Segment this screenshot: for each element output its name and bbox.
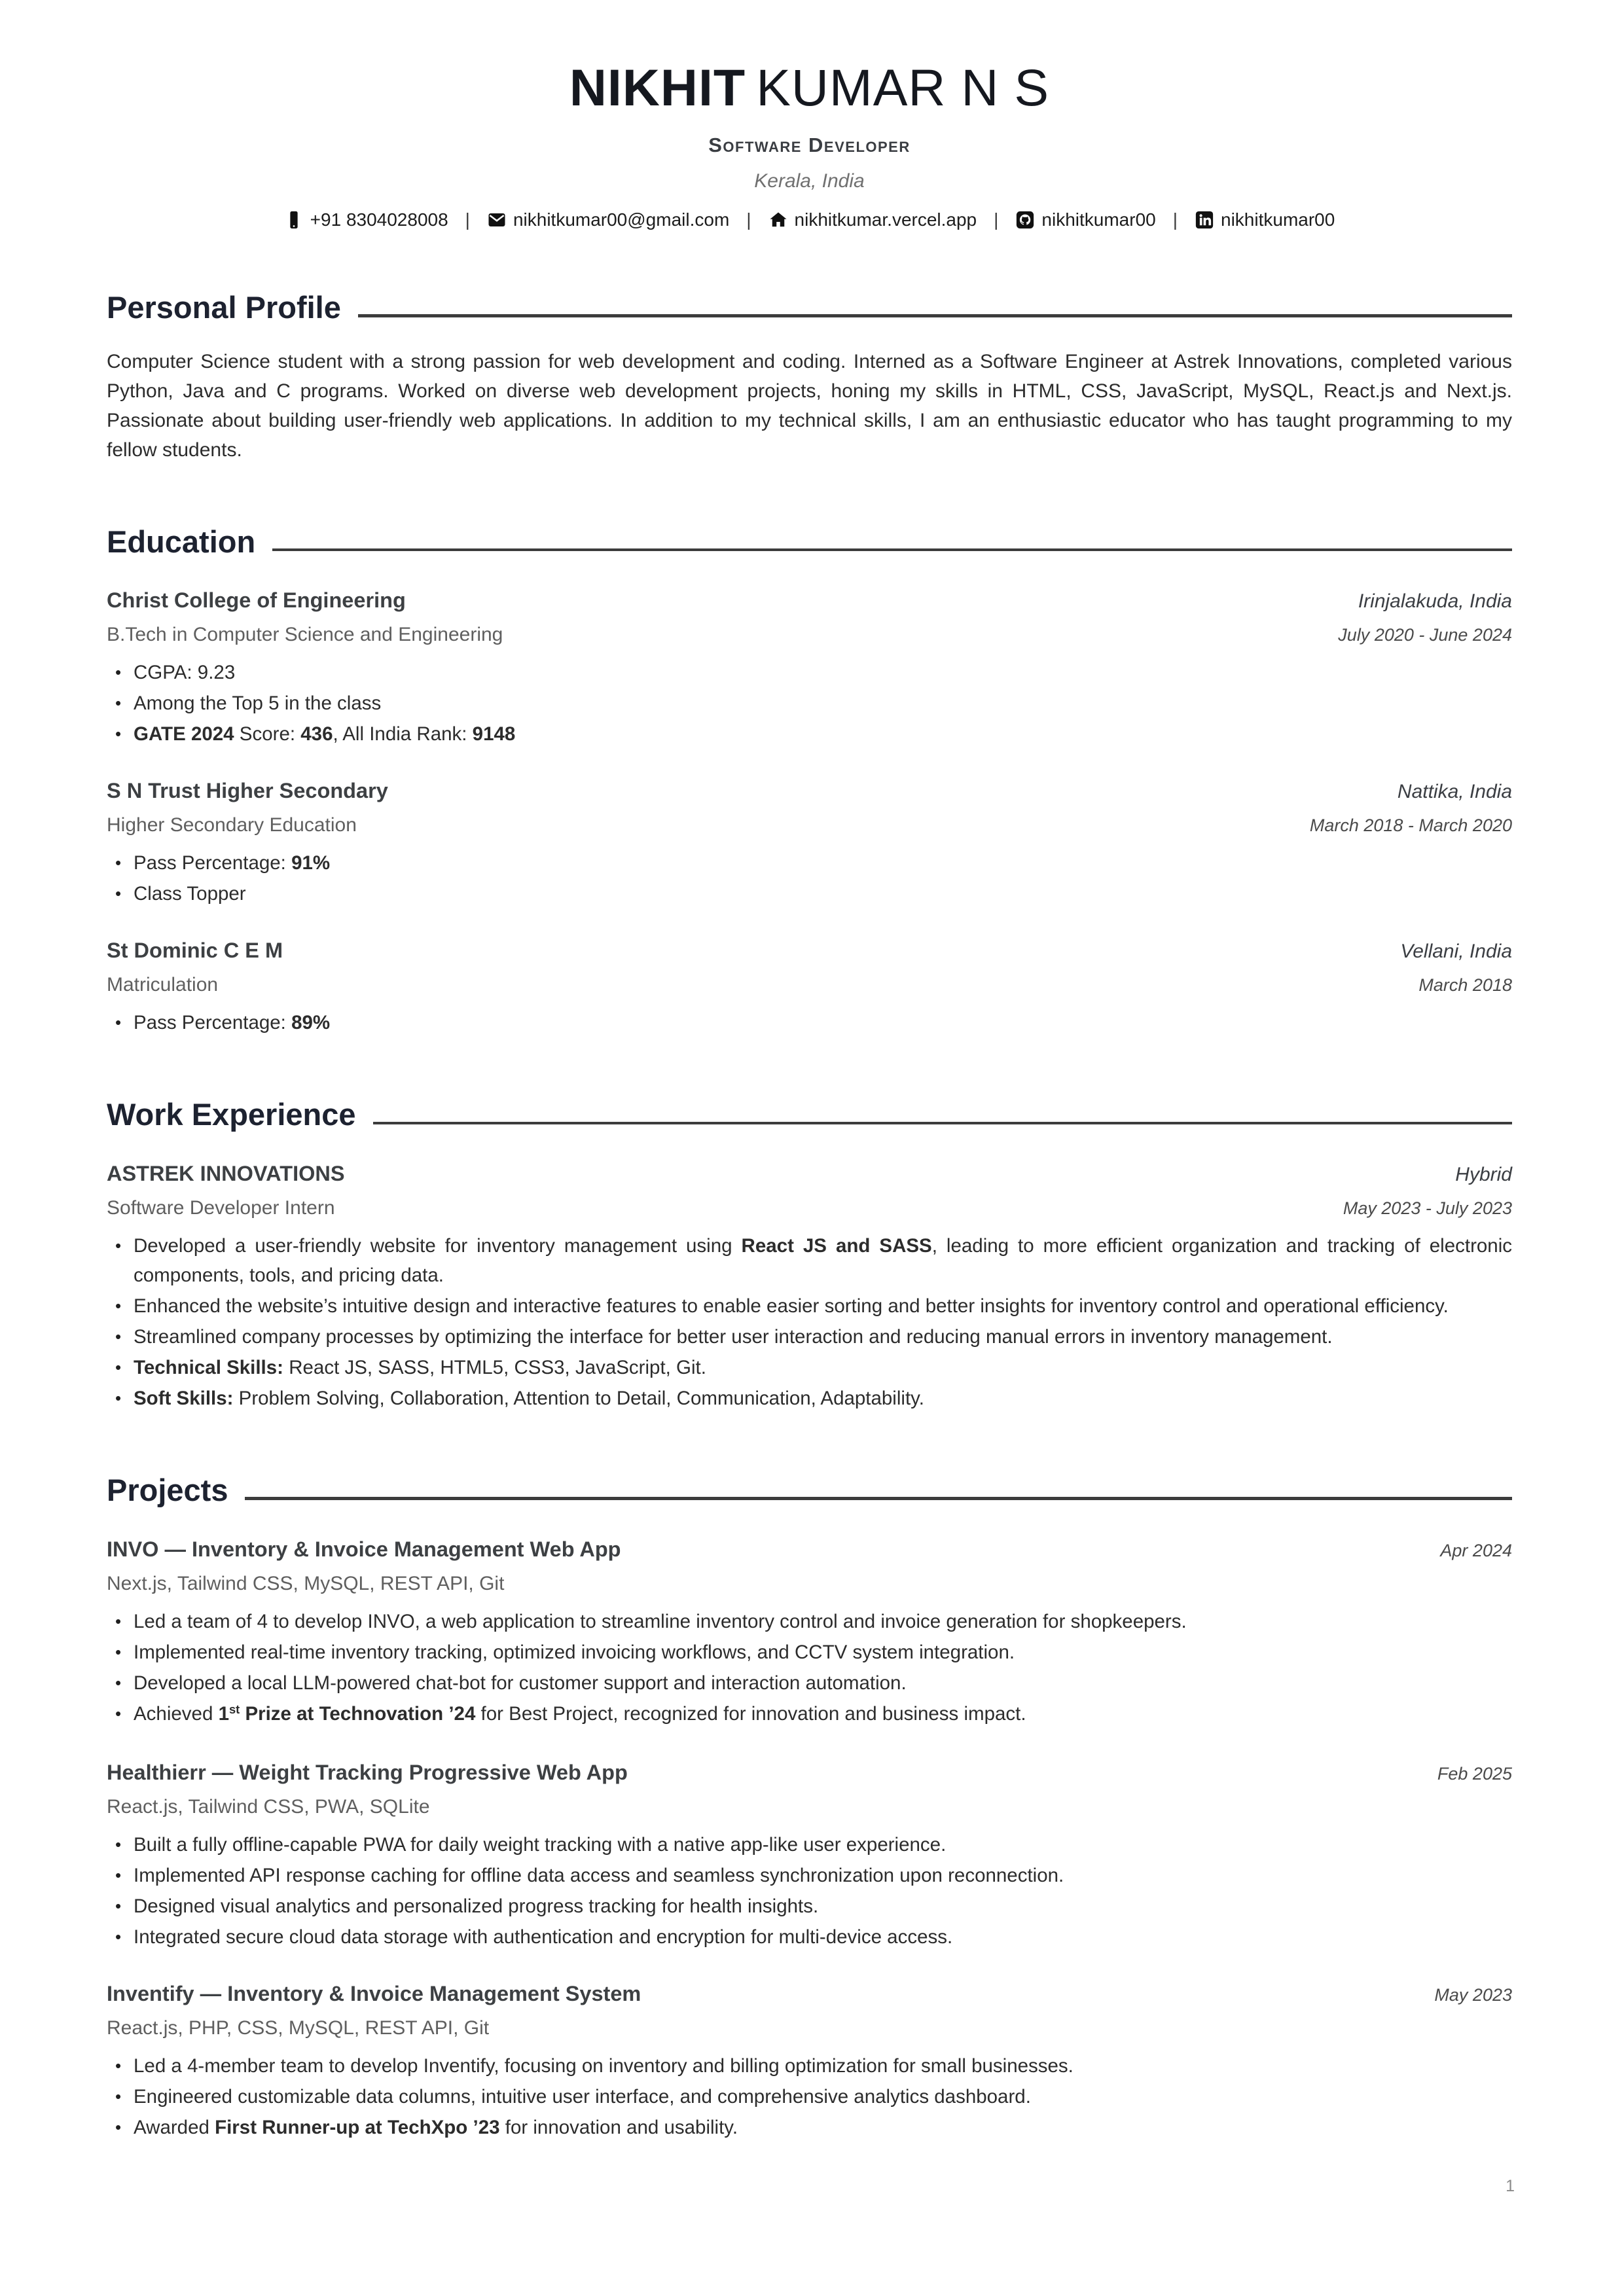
bullet-list xyxy=(107,1830,1512,1952)
institution-location: Nattika, India xyxy=(1397,781,1512,803)
contact-linkedin[interactable] xyxy=(1195,209,1335,230)
institution-name: Christ College of Engineering xyxy=(107,588,406,613)
experience-entry xyxy=(107,1162,1512,1413)
section-rule xyxy=(245,1497,1512,1500)
section-title: Work Experience xyxy=(107,1097,356,1132)
resume-header xyxy=(107,58,1512,230)
project-date: May 2023 xyxy=(1434,1984,1512,2005)
institution-location: Irinjalakuda, India xyxy=(1358,590,1512,613)
section-education xyxy=(107,525,1512,1038)
project-date: Apr 2024 xyxy=(1440,1540,1512,1560)
section-header xyxy=(107,291,1512,325)
linkedin-icon xyxy=(1195,210,1214,230)
contact-github[interactable] xyxy=(1015,209,1155,230)
person-first-name: NIKHIT xyxy=(569,58,746,117)
work-mode: Hybrid xyxy=(1455,1164,1512,1186)
education-dates: March 2018 xyxy=(1418,975,1512,996)
bullet-item: • GATE 2024 Score: 436, All India Rank: 9148 xyxy=(107,719,1512,749)
contact-separator: | xyxy=(465,209,470,230)
education-dates: July 2020 - June 2024 xyxy=(1338,625,1512,645)
bullet-item: • Technical Skills: React JS, SASS, HTML5, CSS3, JavaScript, Git. xyxy=(107,1353,1512,1382)
email-icon xyxy=(487,210,507,230)
profile-text: Computer Science student with a strong passion for web development and coding. Interned as a Software Engineer at Astrek Innovations, completed various Python, Java and C programs. Worked on diverse web development projects, honing my skills in HTML, CSS, JavaScript, MySQL, React.js and Next.js. Passionate about building user-friendly web applications. In addition to my technical skills, I am an enthusiastic educator who has taught programming to my fellow students. xyxy=(107,350,1512,461)
bullet-item: • Integrated secure cloud data storage with authentication and encryption for multi-device access. xyxy=(107,1922,1512,1952)
section-rule xyxy=(358,314,1512,317)
project-entry xyxy=(107,1537,1512,1731)
contact-website-text: nikhitkumar.vercel.app xyxy=(794,209,977,230)
person-last-name: KUMAR N S xyxy=(756,58,1050,117)
section-header xyxy=(107,1098,1512,1132)
bullet-list xyxy=(107,2051,1512,2142)
bullet-item: • Designed visual analytics and personalized progress tracking for health insights. xyxy=(107,1892,1512,1921)
bullet-item: • Developed a local LLM-powered chat-bot for customer support and interaction automation. xyxy=(107,1668,1512,1698)
education-dates: March 2018 - March 2020 xyxy=(1309,816,1512,836)
contact-separator: | xyxy=(746,209,751,230)
project-date: Feb 2025 xyxy=(1437,1763,1512,1784)
section-work-experience xyxy=(107,1098,1512,1413)
section-title: Education xyxy=(107,524,256,559)
project-entry xyxy=(107,1982,1512,2142)
bullet-item: • Pass Percentage: 89% xyxy=(107,1008,1512,1037)
contact-separator: | xyxy=(1172,209,1178,230)
contact-phone[interactable] xyxy=(284,209,448,230)
page-number: 1 xyxy=(1506,2177,1515,2195)
degree-name: Higher Secondary Education xyxy=(107,814,357,836)
person-name xyxy=(107,58,1512,118)
section-title: Personal Profile xyxy=(107,290,341,325)
bullet-item: • CGPA: 9.23 xyxy=(107,658,1512,687)
bullet-item: • Implemented API response caching for offline data access and seamless synchronization upon reconnection. xyxy=(107,1861,1512,1890)
institution-location: Vellani, India xyxy=(1400,941,1512,963)
degree-name: Matriculation xyxy=(107,974,219,996)
section-title: Projects xyxy=(107,1473,228,1508)
project-stack: Next.js, Tailwind CSS, MySQL, REST API, Git xyxy=(107,1572,505,1594)
bullet-list xyxy=(107,658,1512,749)
person-location: Kerala, India xyxy=(754,170,865,192)
contact-website[interactable] xyxy=(768,209,977,230)
bullet-item: • Class Topper xyxy=(107,879,1512,908)
education-entry xyxy=(107,939,1512,1037)
bullet-item: • Among the Top 5 in the class xyxy=(107,689,1512,718)
bullet-list xyxy=(107,1607,1512,1731)
education-entry xyxy=(107,588,1512,749)
bullet-item: • Achieved 1st Prize at Technovation ’24 for Best Project, recognized for innovation and business impact. xyxy=(107,1699,1512,1731)
bullet-item: • Awarded First Runner-up at TechXpo ’23 for innovation and usability. xyxy=(107,2113,1512,2142)
institution-name: St Dominic C E M xyxy=(107,939,283,963)
company-name: ASTREK INNOVATIONS xyxy=(107,1162,345,1186)
section-rule xyxy=(272,548,1512,552)
bullet-item: • Led a team of 4 to develop INVO, a web application to streamline inventory control and invoice generation for shopkeepers. xyxy=(107,1607,1512,1636)
project-stack: React.js, Tailwind CSS, PWA, SQLite xyxy=(107,1795,430,1818)
section-personal-profile xyxy=(107,291,1512,465)
education-entry xyxy=(107,779,1512,908)
contact-email[interactable] xyxy=(487,209,729,230)
project-stack: React.js, PHP, CSS, MySQL, REST API, Git xyxy=(107,2017,490,2039)
section-projects xyxy=(107,1473,1512,2142)
bullet-item: • Led a 4-member team to develop Inventify, focusing on inventory and billing optimization for small businesses. xyxy=(107,2051,1512,2081)
section-rule xyxy=(373,1122,1512,1125)
job-title: Software Developer Intern xyxy=(107,1197,335,1219)
bullet-item: • Implemented real-time inventory tracking, optimized invoicing workflows, and CCTV system integration. xyxy=(107,1638,1512,1667)
bullet-list xyxy=(107,1231,1512,1413)
project-entry xyxy=(107,1761,1512,1952)
bullet-item: • Pass Percentage: 91% xyxy=(107,848,1512,878)
project-name: INVO — Inventory & Invoice Management Web App xyxy=(107,1537,621,1561)
contact-phone-text: +91 8304028008 xyxy=(310,209,448,230)
contact-email-text: nikhitkumar00@gmail.com xyxy=(513,209,730,230)
bullet-item: • Soft Skills: Problem Solving, Collaboration, Attention to Detail, Communication, Adaptability. xyxy=(107,1384,1512,1413)
project-name: Healthierr — Weight Tracking Progressive Web App xyxy=(107,1760,628,1784)
bullet-list xyxy=(107,1008,1512,1037)
section-header xyxy=(107,1473,1512,1507)
degree-name: B.Tech in Computer Science and Engineering xyxy=(107,624,503,646)
home-icon xyxy=(768,210,788,230)
bullet-item: • Streamlined company processes by optimizing the interface for better user interaction and reducing manual errors in inventory management. xyxy=(107,1322,1512,1352)
contact-row xyxy=(107,209,1512,230)
project-name: Inventify — Inventory & Invoice Management System xyxy=(107,1981,641,2005)
bullet-item: • Built a fully offline-capable PWA for daily weight tracking with a native app-like user experience. xyxy=(107,1830,1512,1859)
job-dates: May 2023 - July 2023 xyxy=(1343,1198,1512,1219)
bullet-item: • Developed a user-friendly website for inventory management using React JS and SASS, leading to more efficient organization and tracking of electronic components, tools, and pricing data. xyxy=(107,1231,1512,1290)
contact-separator: | xyxy=(994,209,999,230)
section-header xyxy=(107,525,1512,559)
phone-icon xyxy=(284,210,304,230)
github-icon xyxy=(1015,210,1035,230)
bullet-list xyxy=(107,848,1512,908)
bullet-item: • Enhanced the website’s intuitive design and interactive features to enable easier sorting and better insights for inventory control and operational efficiency. xyxy=(107,1291,1512,1321)
bullet-item: • Engineered customizable data columns, intuitive user interface, and comprehensive analytics dashboard. xyxy=(107,2082,1512,2111)
contact-linkedin-text: nikhitkumar00 xyxy=(1221,209,1335,230)
person-role: Software Developer xyxy=(708,134,911,156)
contact-github-text: nikhitkumar00 xyxy=(1041,209,1156,230)
institution-name: S N Trust Higher Secondary xyxy=(107,779,388,803)
